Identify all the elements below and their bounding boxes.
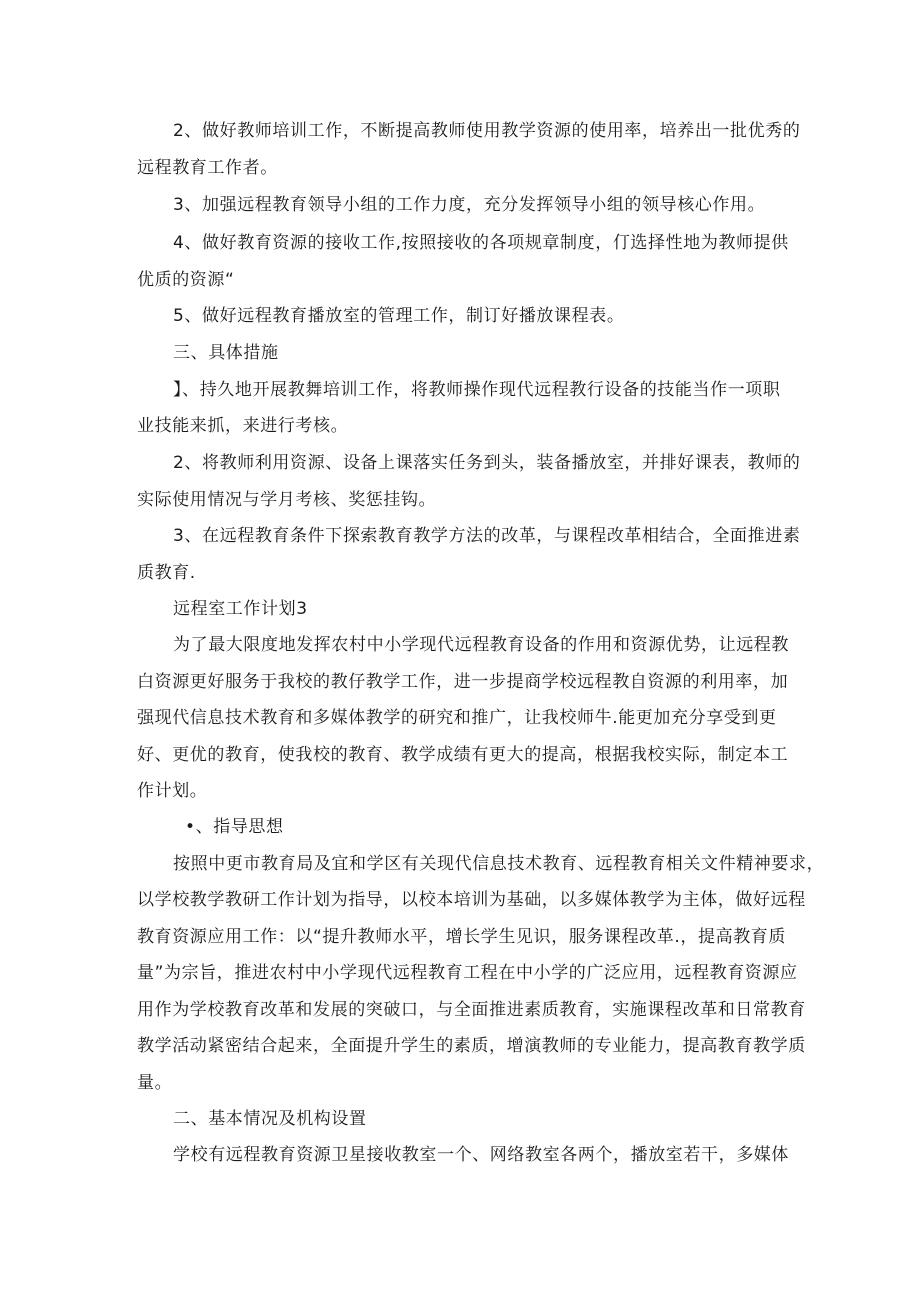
text-line: 用作为学校教育改革和发展的突破口，与全面推进素质教育，实施课程改革和日常教育 [137, 1000, 806, 1020]
text-line: 2、将教师利用资源、设备上课落实任务到头，装备播放室，并排好课表，教师的 [173, 453, 801, 473]
text-line: 2、做好教师培训工作，不断提高教师使用教学资源的使用率，培养出一批优秀的 [173, 121, 801, 141]
text-line: 业技能来抓，来进行考核。 [137, 416, 349, 436]
text-line: 5、做好远程教育播放室的管理工作，制订好播放课程表。 [173, 306, 625, 326]
text-line: 3、在远程教育条件下探索教育教学方法的改革，与课程改革相结合，全面推进素 [173, 526, 801, 546]
text-line: 白资源更好服务于我校的教仔教学工作，进一步提商学校远程教自资源的利用率，加 [137, 672, 789, 692]
section-heading: •、指导思想 [185, 817, 284, 837]
section-heading: 二、基本情况及机构设置 [173, 1109, 367, 1129]
section-heading: 三、具体措施 [173, 343, 279, 363]
text-line: 教育资源应用工作：以“提升教师水平，增长学生见识，服务课程改革.，提高教育质 [137, 927, 787, 947]
text-line: 远程教育工作者。 [137, 158, 278, 178]
text-line: 量”为宗旨，推进农村中小学现代远程教育工程在中小学的广泛应用，远程教育资源应 [137, 963, 798, 983]
section-title: 远程室工作计划3 [173, 599, 308, 619]
text-line: 强现代信息技术教育和多媒体教学的研究和推广，让我校师牛.能更加充分享受到更 [137, 708, 777, 728]
text-line: 4、做好教育资源的接收工作,按照接收的各项规章制度，仃选择性地为教师提供 [173, 233, 789, 253]
text-line: 质教育. [137, 563, 196, 583]
text-line: 3、加强远程教育领导小组的工作力度，充分发挥领导小组的领导核心作用。 [173, 195, 766, 215]
text-line: 教学活动紧密结合起来，全面提升学生的素质，增演教师的专业能力，提高教育教学质 [137, 1036, 806, 1056]
text-line: 按照中更市教育局及宜和学区有关现代信息技术教育、远程教育相关文件精神要求， [173, 854, 825, 874]
text-line: 量。 [137, 1073, 173, 1093]
text-line: 好、更优的教育，使我校的教育、教学成绩有更大的提高，根据我校实际，制定本工 [137, 745, 789, 765]
text-line: 】、持久地开展教舞培训工作，将教师操作现代远程教行设备的技能当作一项职 [173, 380, 781, 400]
text-line: 以学校教学教研工作计划为指导，以校本培训为基础，以多媒体教学为主体，做好远程 [137, 890, 806, 910]
text-line: 实际使用情况与学月考核、奖惩挂钩。 [137, 490, 437, 510]
text-line: 作计划。 [137, 781, 208, 801]
text-line: 学校有远程教育资源卫星接收教室一个、网络教室各两个，播放室若干，多媒体 [173, 1145, 789, 1165]
text-line: 为了最大限度地发挥农村中小学现代远程教育设备的作用和资源优势，让远程教 [173, 635, 789, 655]
text-line: 优质的资源“ [137, 270, 235, 290]
